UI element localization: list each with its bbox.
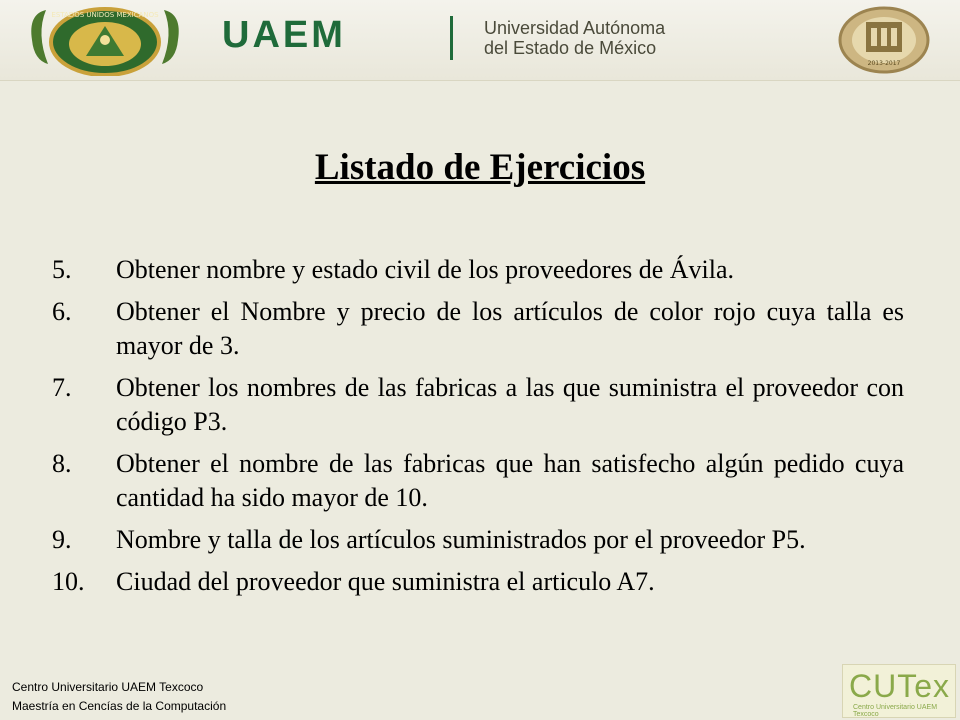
- list-item: [52, 447, 904, 515]
- page-title: Listado de Ejercicios: [314, 147, 646, 188]
- cutex-logo-subtitle: Centro Universitario UAEM Texcoco: [853, 704, 938, 718]
- list-item: [52, 565, 904, 599]
- list-item-number: 7.: [52, 373, 72, 402]
- footer-text: [12, 678, 226, 716]
- exercise-list: [52, 253, 904, 607]
- list-item: [52, 523, 904, 557]
- seal-left-text: ESTADOS UNIDOS MEXICANOS: [51, 11, 159, 19]
- university-name-line1: Universidad Autónoma: [484, 18, 666, 38]
- list-item: [52, 253, 904, 287]
- list-item-text: Ciudad del proveedor que suministra el articulo A7.: [116, 567, 655, 596]
- university-name-line2: del Estado de México: [484, 38, 657, 58]
- list-item-text: Obtener el Nombre y precio de los artículos de color rojo cuya talla es mayor de 3.: [116, 297, 904, 360]
- cutex-logo: [842, 664, 956, 718]
- university-name: [484, 18, 665, 58]
- footer-line1: Centro Universitario UAEM Texcoco: [12, 680, 204, 694]
- seal-right-text: 2013-2017: [867, 60, 901, 67]
- header-banner: [0, 0, 960, 81]
- list-item-text: Obtener nombre y estado civil de los proveedores de Ávila.: [116, 255, 735, 284]
- footer-line2: Maestría en Cencías de la Computación: [12, 699, 227, 713]
- anniversary-seal-right-icon: [836, 6, 932, 74]
- university-seal-left-icon: [26, 4, 184, 76]
- list-item-text: Nombre y talla de los artículos suministrados por el proveedor P5.: [116, 525, 806, 554]
- list-item-text: Obtener los nombres de las fabricas a las que suministra el proveedor con código P3.: [116, 373, 904, 436]
- list-item-number: 6.: [52, 297, 72, 326]
- list-item: [52, 295, 904, 363]
- brand-wordmark: UAEM: [222, 14, 346, 56]
- list-item-number: 10.: [52, 567, 85, 596]
- brand-divider: [450, 16, 453, 60]
- list-item: [52, 371, 904, 439]
- cutex-logo-name: CUTex: [849, 668, 951, 704]
- list-item-number: 8.: [52, 449, 72, 478]
- list-item-number: 9.: [52, 525, 72, 554]
- list-item-number: 5.: [52, 255, 72, 284]
- list-item-text: Obtener el nombre de las fabricas que han satisfecho algún pedido cuya cantidad ha sido mayor de 10.: [116, 449, 904, 512]
